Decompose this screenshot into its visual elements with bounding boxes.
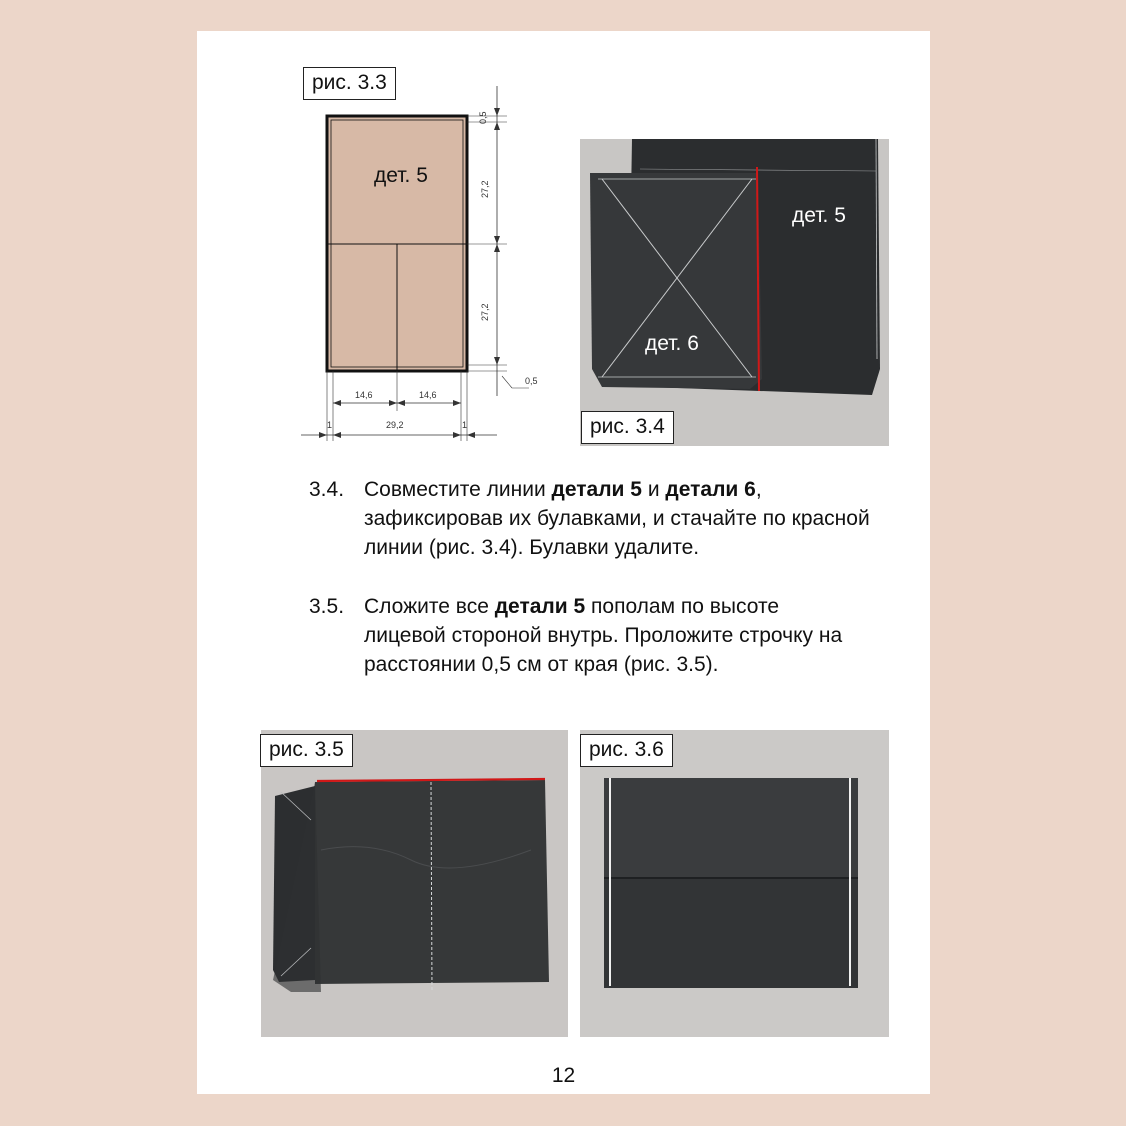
- dim-bottom-margin: 0,5: [525, 376, 538, 386]
- step-3-4-text: [364, 475, 884, 562]
- dim-half-right: 14,6: [419, 390, 437, 400]
- dim-total-width: 29,2: [386, 420, 404, 430]
- dim-top-margin: 0,5: [478, 111, 488, 124]
- step-3-4-text-part: Совместите линии: [364, 478, 552, 501]
- step-3-4-bold-part6: детали 6: [665, 478, 756, 501]
- fig-3-4-photo: [580, 139, 889, 446]
- dim-side-left: 1: [327, 420, 333, 430]
- fig-3-6-drawing: [580, 730, 889, 1037]
- step-3-4-text-part: и: [641, 478, 666, 501]
- fig-3-4-drawing: [580, 139, 889, 446]
- fig-3-5-photo: [261, 730, 568, 1037]
- step-3-5-number: 3.5.: [309, 595, 345, 618]
- dim-half-left: 14,6: [355, 390, 373, 400]
- fig-3-6-label: рис. 3.6: [580, 734, 673, 767]
- step-3-5-text-part: Сложите все: [364, 595, 495, 618]
- step-3-4-text-part: , зафиксировав их булавками, и стачайте по красной линии (рис. 3.4). Булавки удалите.: [364, 478, 870, 559]
- step-3-5-text-part: пополам по высоте лицевой стороной внутрь. Проложите строчку на расстоянии 0,5 см от края (рис. 3.5).: [364, 595, 843, 676]
- fig-3-5-label: рис. 3.5: [260, 734, 353, 767]
- step-3-4-bold-part5: детали 5: [551, 478, 642, 501]
- dim-height-lower: 27,2: [480, 303, 490, 321]
- fig-3-4-label: рис. 3.4: [581, 411, 674, 444]
- step-3-5-bold-part5: детали 5: [494, 595, 586, 618]
- fig-3-3-label: рис. 3.3: [303, 67, 396, 100]
- fig-3-4-part6-label: дет. 6: [645, 332, 699, 355]
- fig-3-5-drawing: [261, 730, 568, 1037]
- pattern-drawing-svg: [297, 66, 557, 446]
- page-number: 12: [551, 1064, 576, 1087]
- pattern-drawing: [297, 66, 557, 446]
- step-3-5-text: [364, 592, 864, 679]
- fig-3-6-photo: [580, 730, 889, 1037]
- dim-side-right: 1: [462, 420, 468, 430]
- step-3-4-number: 3.4.: [309, 478, 345, 501]
- document-page: [197, 31, 930, 1094]
- fig-3-4-part5-label: дет. 5: [792, 204, 846, 227]
- dim-height-upper: 27,2: [480, 180, 490, 198]
- pattern-part-label: дет. 5: [374, 164, 428, 187]
